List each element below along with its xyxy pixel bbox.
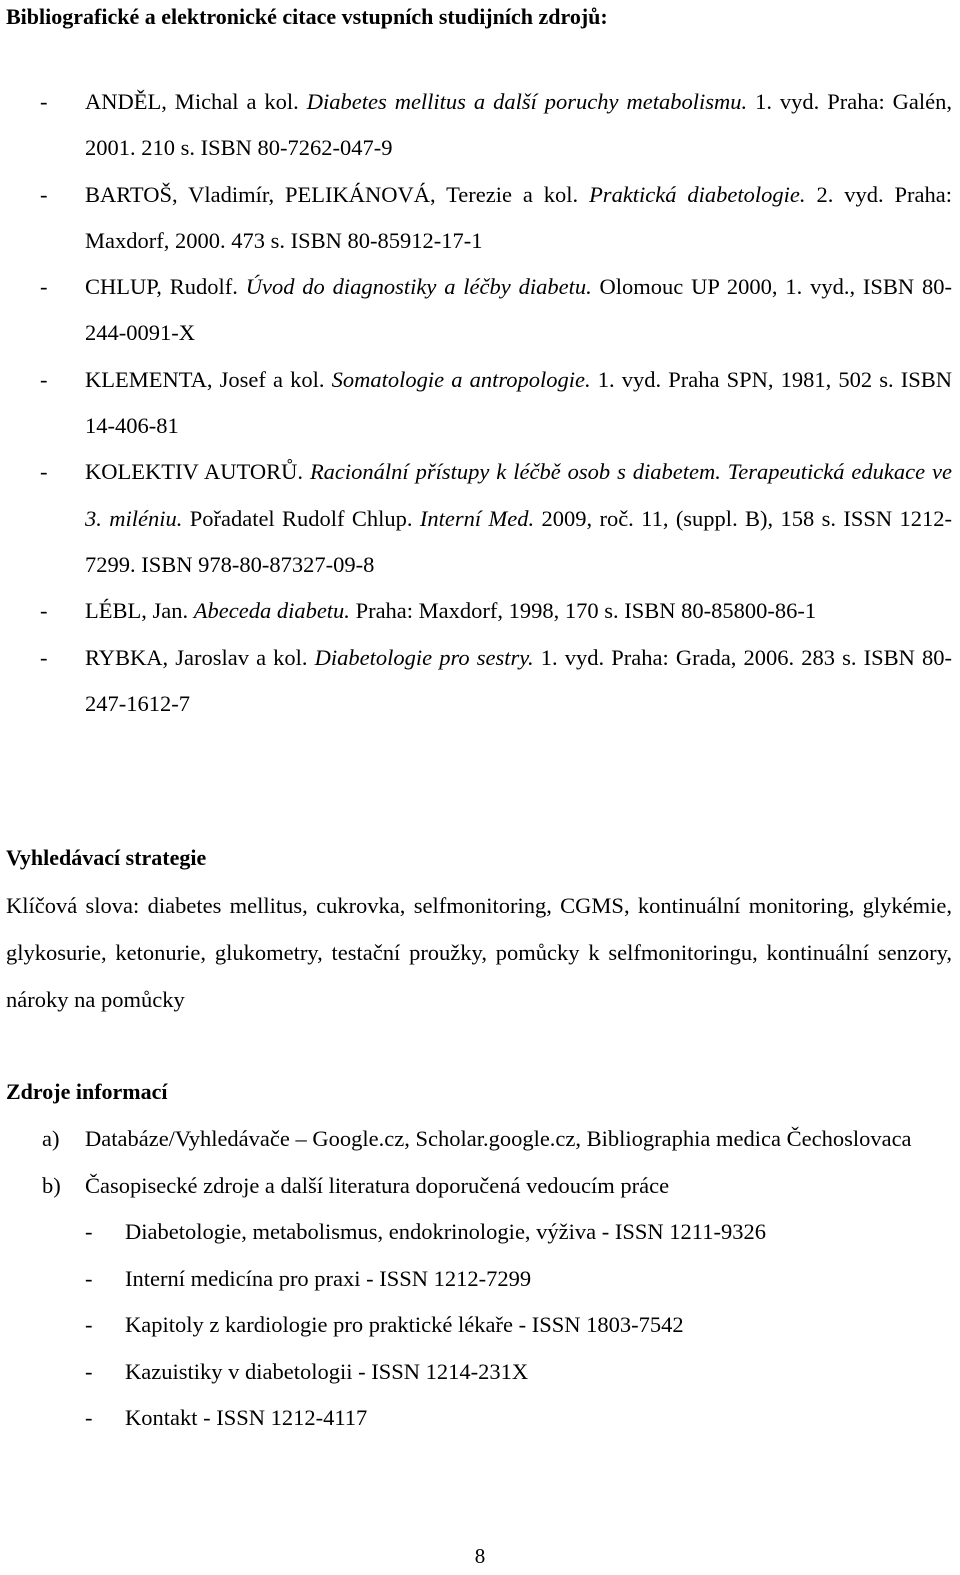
reference-item [0,172,960,265]
reference-details: 1. vyd. Praha: Grada, 2006. 283 s. ISBN 80-247-1612-7 [85,644,952,716]
reference-title: Somatologie a antropologie. [331,366,591,392]
reference-title: Úvod do diagnostiky a léčby diabetu. [245,274,592,300]
source-text: Databáze/Vyhledávače – Google.cz, Scholar.google.cz, Bibliographia medica Čechoslovaca [85,1126,912,1151]
journal-item: - Diabetologie, metabolismus, endokrinologie, výživa - ISSN 1211-9326 [85,1209,952,1256]
reference-title: Abeceda diabetu. [193,598,350,624]
reference-list [0,79,960,727]
reference-title: Diabetes mellitus a další poruchy metabolismu. [306,89,748,114]
source-item [0,1116,960,1163]
reference-authors: CHLUP, Rudolf. [85,274,238,300]
journal-item: - Kontakt - ISSN 1212-4117 [85,1395,952,1442]
reference-details: 2009, roč. 11, (suppl. B), 158 s. ISSN 1212-7299. ISBN 978-80-87327-09-8 [85,505,952,577]
reference-details: Praha: Maxdorf, 1998, 170 s. ISBN 80-85800-86-1 [355,598,817,624]
keywords-paragraph: Klíčová slova: diabetes mellitus, cukrovka, selfmonitoring, CGMS, kontinuální monitoring, glykémie, glykosurie, ketonurie, glukometry, testační proužky, pomůcky k selfmonitoringu, kontinuální senzory, nároky na pomůcky [6,893,952,1012]
reference-journal: Interní Med. [419,505,535,531]
journal-item: - Interní medicína pro praxi - ISSN 1212-7299 [85,1256,952,1303]
reference-authors: KLEMENTA, Josef a kol. [85,366,325,392]
reference-title: Racionální přístupy k léčbě osob s diabetem. Terapeutická edukace ve 3. miléniu. [85,459,953,531]
reference-title: Diabetologie pro sestry. [314,644,534,670]
reference-details: Pořadatel Rudolf Chlup. [189,505,413,531]
source-text: Časopisecké zdroje a další literatura doporučená vedoucím práce [85,1172,670,1198]
reference-authors: BARTOŠ, Vladimír, PELIKÁNOVÁ, Terezie a kol. [85,181,579,207]
journal-list [85,1209,952,1442]
reference-authors: LÉBL, Jan. [85,598,189,624]
reference-item [0,588,960,634]
journal-item: - Kapitoly z kardiologie pro praktické lékaře - ISSN 1803-7542 [85,1302,952,1349]
reference-item [0,449,960,588]
reference-item [0,357,960,450]
strategy-heading: Vyhledávací strategie [6,845,207,870]
citations-heading: Bibliografické a elektronické citace vstupních studijních zdrojů: [6,4,608,29]
reference-authors: KOLEKTIV AUTORŮ. [85,459,303,485]
reference-title: Praktická diabetologie. [589,181,806,207]
reference-details: Olomouc UP 2000, 1. vyd., ISBN 80-244-0091-X [85,274,953,346]
source-marker: b) [42,1172,61,1198]
source-item [0,1163,960,1442]
page-number: 8 [474,1544,486,1568]
source-marker: a) [42,1126,60,1151]
reference-details: 1. vyd. Praha: Galén, 2001. 210 s. ISBN 80-7262-047-9 [85,89,952,161]
reference-item [0,264,960,357]
reference-details: 2. vyd. Praha: Maxdorf, 2000. 473 s. ISBN 80-85912-17-1 [85,181,952,253]
reference-item [0,635,960,728]
journal-item: - Kazuistiky v diabetologii - ISSN 1214-231X [85,1349,952,1396]
reference-item [0,79,960,172]
sources-list [0,1116,960,1442]
reference-details: 1. vyd. Praha SPN, 1981, 502 s. ISBN 14-406-81 [85,366,953,439]
reference-authors: ANDĚL, Michal a kol. [85,89,299,114]
sources-heading: Zdroje informací [6,1079,168,1104]
reference-authors: RYBKA, Jaroslav a kol. [85,644,308,670]
